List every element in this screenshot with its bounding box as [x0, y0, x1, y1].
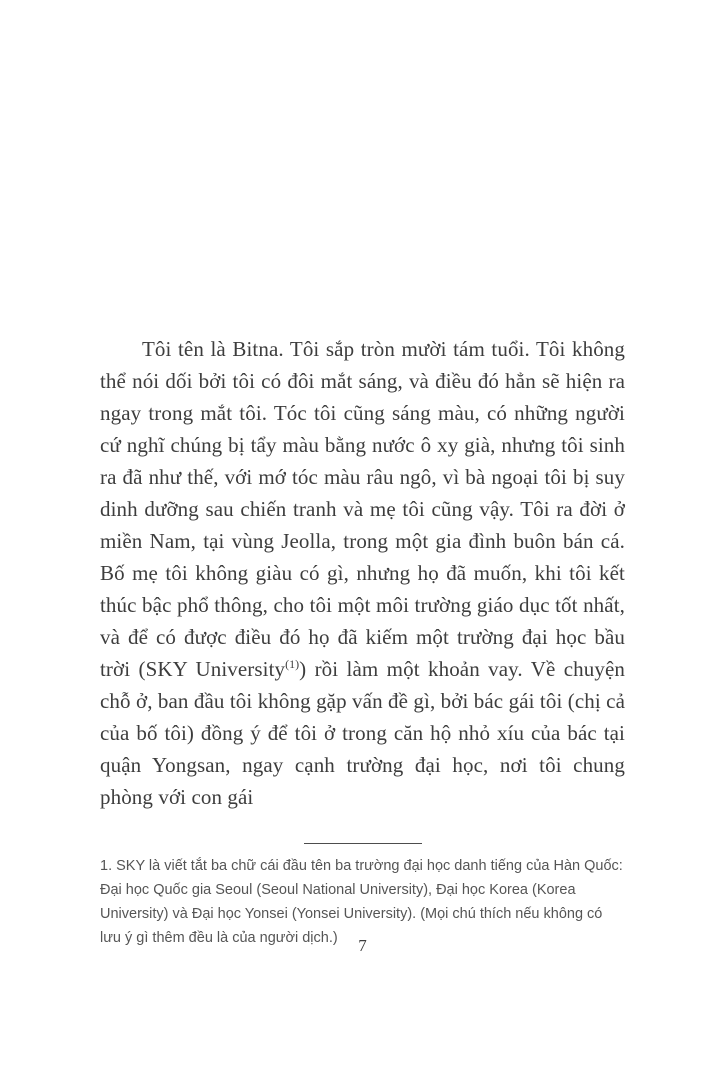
footnote-marker: (1) [285, 657, 300, 671]
body-text-block [100, 333, 625, 813]
paragraph-text-after-marker: ) rồi làm một khoản vay. Về chuyện chỗ ở, ban đầu tôi không gặp vấn đề gì, bởi bác gái tôi (chị cả của bố tôi) đồng ý để tôi ở trong căn hộ nhỏ xíu của bác tại quận Yongsan, ngay cạnh trường đại học, nơi tôi chung phòng với con gái [100, 657, 625, 809]
paragraph [100, 333, 625, 813]
paragraph-text-before-marker: Tôi tên là Bitna. Tôi sắp tròn mười tám tuổi. Tôi không thể nói dối bởi tôi có đôi mắt sáng, và điều đó hẳn sẽ hiện ra ngay trong mắt tôi. Tóc tôi cũng sáng màu, có những người cứ nghĩ chúng bị tẩy màu bằng nước ô xy già, nhưng tôi sinh ra đã như thế, với mớ tóc màu râu ngô, vì bà ngoại tôi bị suy dinh dưỡng sau chiến tranh và mẹ tôi cũng vậy. Tôi ra đời ở miền Nam, tại vùng Jeolla, trong một gia đình buôn bán cá. Bố mẹ tôi không giàu có gì, nhưng họ đã muốn, khi tôi kết thúc bậc phổ thông, cho tôi một môi trường giáo dục tốt nhất, và để có được điều đó họ đã kiếm một trường đại học bầu trời (SKY University [100, 337, 625, 681]
footnote-text: 1. SKY là viết tắt ba chữ cái đầu tên ba trường đại học danh tiếng của Hàn Quốc: Đại học Quốc gia Seoul (Seoul National University), Đại học Korea (Korea University) và Đại học Yonsei (Yonsei University). (Mọi chú thích nếu không có lưu ý gì thêm đều là của người dịch.) [100, 858, 623, 946]
footnote-divider [304, 843, 422, 844]
page-number: 7 [358, 936, 367, 955]
